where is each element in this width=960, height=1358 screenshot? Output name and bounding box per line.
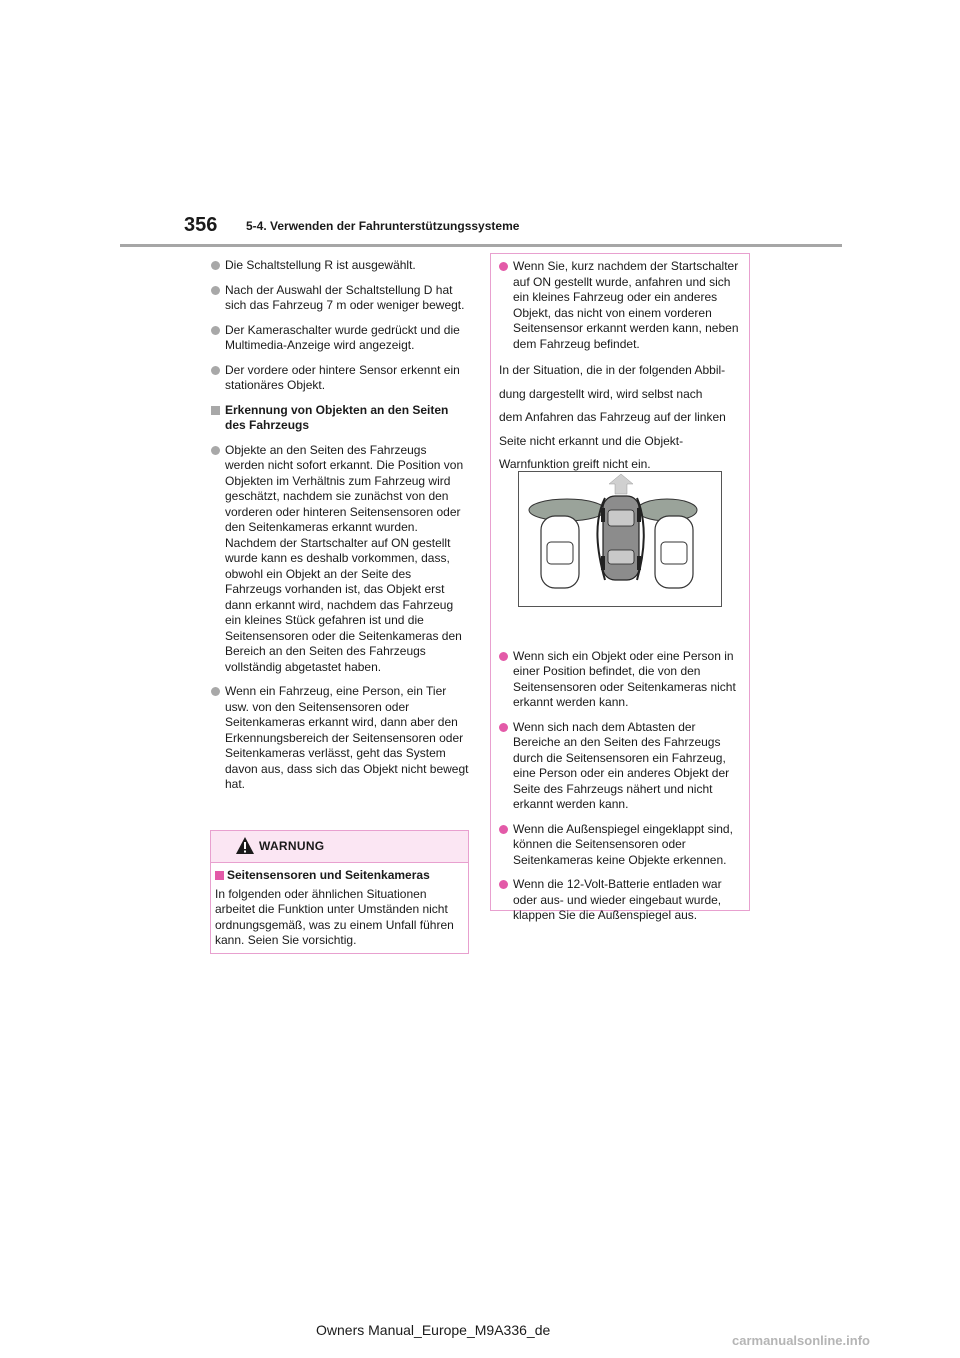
body-line: Seite nicht erkannt und die Objekt-	[499, 433, 684, 448]
list-item: Nach der Auswahl der Schaltstellung D hat sich das Fahrzeug 7 m oder weniger bewegt.	[211, 283, 469, 314]
body-line: dem Anfahren das Fahrzeug auf der linken	[499, 410, 726, 424]
header-rule	[120, 244, 842, 247]
body-line: In der Situation, die in der folgenden Abbil-	[499, 363, 726, 377]
warning-body	[211, 863, 468, 949]
side-sensor-illustration	[518, 471, 722, 607]
warning-header	[211, 831, 468, 863]
list-item: Die Schaltstellung R ist ausgewählt.	[211, 258, 469, 274]
warning-box	[210, 830, 469, 954]
list-item: Objekte an den Seiten des Fahrzeugs werden nicht sofort erkannt. Die Position von Objekten im Verhältnis zum Fahrzeug wird geschätzt, nachdem sie zunächst von den vorderen oder hinteren Seitensensoren oder den Seitenkameras erkannt wurden. Nachdem der Startschalter auf ON gestellt wurde kann es deshalb vorkommen, dass, obwohl ein Objekt an der Seite des Fahrzeugs vorhanden ist, das Objekt erst dann erkannt wird, nachdem das Fahrzeug ein kleines Stück gefahren ist und die Seitensensoren oder die Seitenkameras den Bereich an den Seiten des Fahrzeugs vollständig abgetastet haben.	[211, 443, 469, 676]
section-heading: Erkennung von Objekten an den Seiten des Fahrzeugs	[211, 403, 469, 434]
footer-text: Owners Manual_Europe_M9A336_de	[316, 1322, 551, 1338]
list-item: Wenn die Außenspiegel eingeklappt sind, können die Seitensensoren oder Seitenkameras keine Objekte erkennen.	[499, 822, 741, 869]
warning-triangle-icon	[235, 836, 255, 855]
list-item: Wenn sich ein Objekt oder eine Person in einer Position befindet, die von den Seitensensoren oder Seitenkameras nicht erkannt werden kann.	[499, 649, 741, 711]
list-item: Wenn ein Fahrzeug, eine Person, ein Tier usw. von den Seitensensoren oder Seitenkameras erkannt wird, dann aber den Erkennungsbereich der Seitensensoren oder Seitenkameras verlässt, geht das System davon aus, dass sich das Objekt nicht bewegt hat.	[211, 684, 469, 793]
warning-label: WARNUNG	[259, 839, 325, 853]
left-column	[211, 258, 469, 802]
warning-heading: Seitensensoren und Seitenkameras	[215, 868, 464, 884]
list-item: Der Kameraschalter wurde gedrückt und die Multimedia-Anzeige wird angezeigt.	[211, 323, 469, 354]
section-title: 5-4. Verwenden der Fahrunterstützungssysteme	[246, 219, 520, 233]
page-number: 356	[184, 214, 218, 236]
list-item: Wenn sich nach dem Abtasten der Bereiche an den Seiten des Fahrzeugs durch die Seitensensoren ein Fahrzeug, eine Person oder ein anderes Objekt der Seite des Fahrzeugs nähert und nicht erkannt werden kann.	[499, 720, 741, 813]
list-item: Wenn Sie, kurz nachdem der Startschalter auf ON gestellt wurde, anfahren und sich ein kleines Fahrzeug oder ein anderes Objekt, das nicht von einem vorderen Seitensensor erkannt werden kann, neben dem Fahrzeug befindet.	[499, 259, 741, 352]
body-line: dung dargestellt wird, wird selbst nach	[499, 386, 703, 401]
warning-text: In folgenden oder ähnlichen Situationen arbeitet die Funktion unter Umständen nicht ordnungsgemäß, was zu einem Unfall führen kann. Seien Sie vorsichtig.	[215, 886, 454, 947]
parking-cars-diagram	[519, 472, 721, 606]
body-line: Warnfunktion greift nicht ein.	[499, 457, 651, 471]
list-item: Wenn die 12-Volt-Batterie entladen war oder aus- und wieder eingebaut wurde, klappen Sie die Außenspiegel aus.	[499, 877, 741, 924]
list-item: Der vordere oder hintere Sensor erkennt ein stationäres Objekt.	[211, 363, 469, 394]
watermark: carmanualsonline.info	[732, 1333, 870, 1348]
